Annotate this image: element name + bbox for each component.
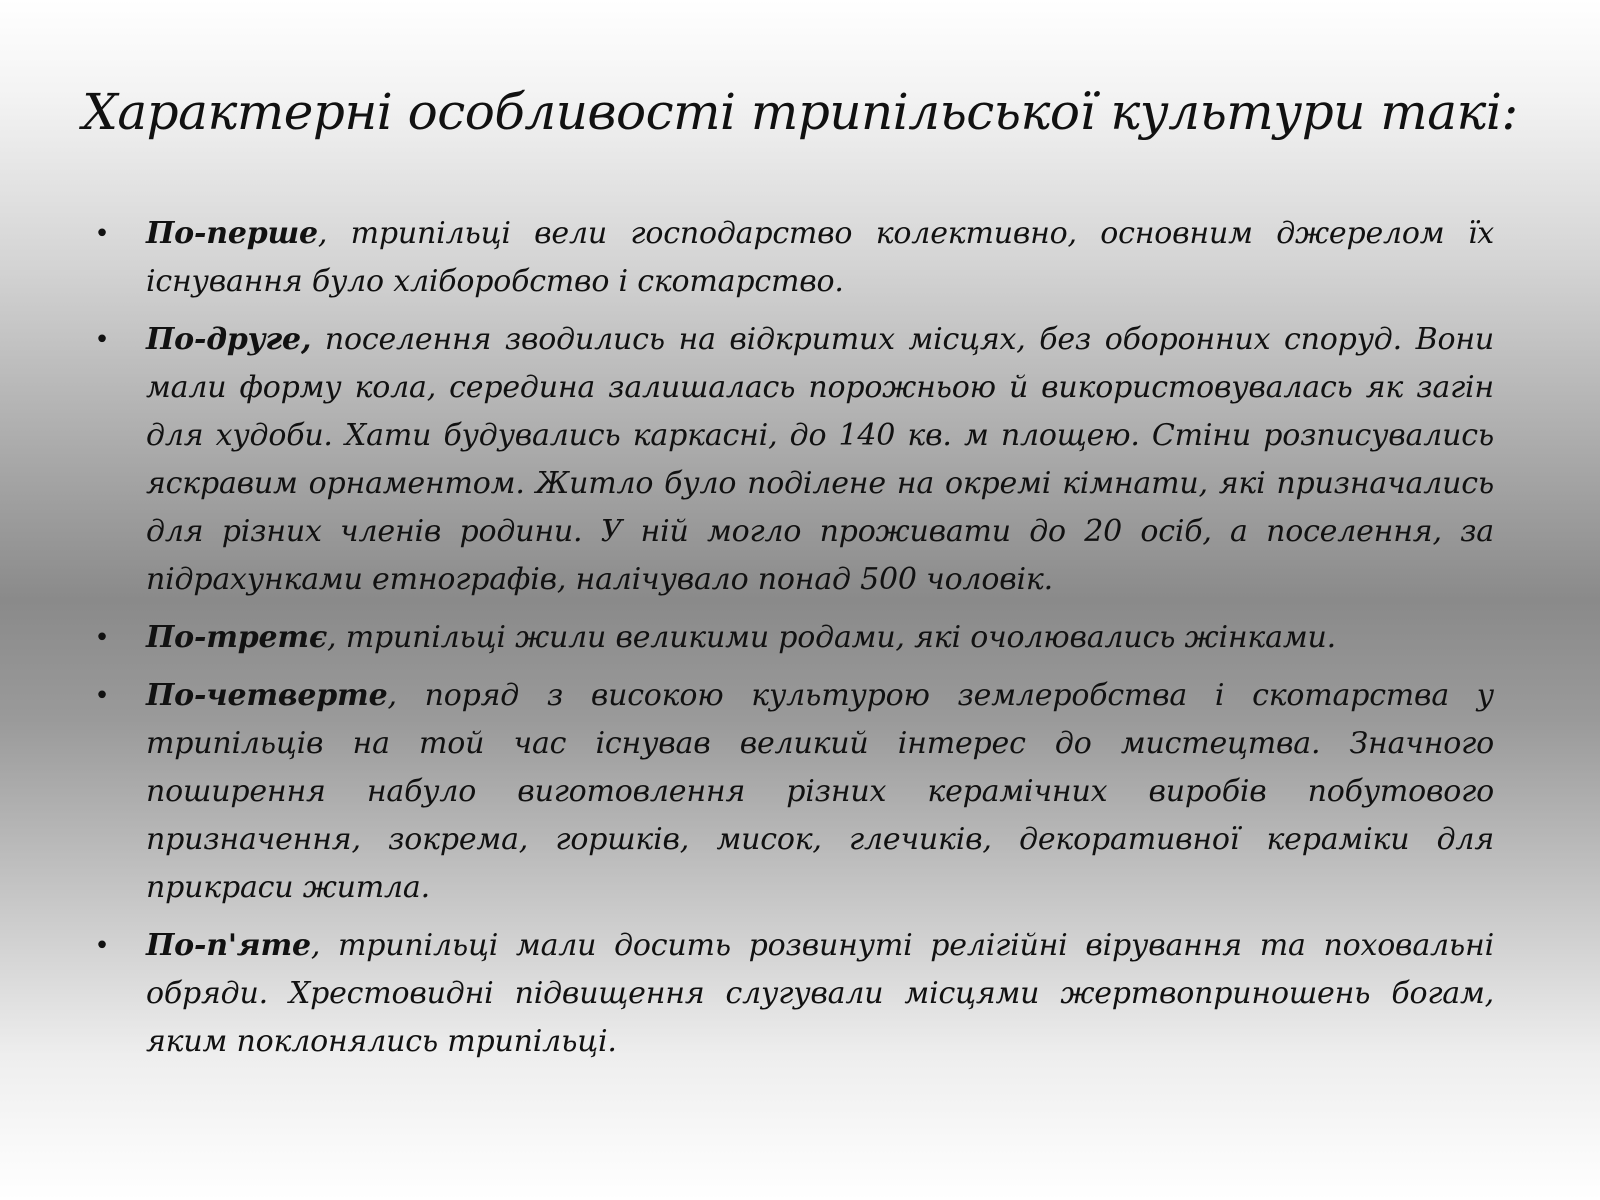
point-lead: По-третє: [146, 620, 328, 655]
point-lead: По-перше: [146, 216, 318, 251]
point-lead: По-четверте: [146, 678, 388, 713]
point-text: , поряд з високою культурою землеробства і скотарства у трипільців на той час існував великий інтерес до мистецтва. Значного поширення набуло виготовлення різних керамічних виробів побутового призначення, зокрема, горшків, мисок, глечиків, декоративної кераміки для прикраси житла.: [146, 678, 1494, 905]
bullet-icon: •: [94, 681, 110, 711]
list-item: [92, 210, 1494, 306]
list-item: [92, 922, 1494, 1066]
point-text: , трипільці вели господарство колективно, основним джерелом їх існування було хліборобство і скотарство.: [146, 216, 1494, 299]
bullet-icon: •: [94, 931, 110, 961]
point-text: , трипільці мали досить розвинуті релігійні вірування та поховальні обряди. Хрестовидні підвищення слугували місцями жертвоприношень богам, яким поклонялись трипільці.: [146, 928, 1494, 1059]
list-item: [92, 672, 1494, 912]
point-lead: По-п'яте: [146, 928, 311, 963]
point-text: , трипільці жили великими родами, які очолювались жінками.: [327, 620, 1336, 655]
slide-title: Характерні особливості трипільської культури такі:: [82, 83, 1518, 141]
point-lead: По-друге,: [146, 322, 312, 357]
bullet-icon: •: [94, 219, 110, 249]
list-item: [92, 316, 1494, 604]
bullet-icon: •: [94, 623, 110, 653]
point-text: поселення зводились на відкритих місцях, без оборонних споруд. Вони мали форму кола, середина залишалась порожньою й використовувалась як загін для худоби. Хати будувались каркасні, до 140 кв. м площею. Стіни розписувались яскравим орнаментом. Житло було поділене на окремі кімнати, які призначались для різних членів родини. У ній могло проживати до 20 осіб, а поселення, за підрахунками етнографів, налічувало понад 500 чоловік.: [146, 322, 1494, 597]
bullet-list: [92, 210, 1494, 1076]
list-item: [92, 614, 1494, 662]
bullet-icon: •: [94, 325, 110, 355]
